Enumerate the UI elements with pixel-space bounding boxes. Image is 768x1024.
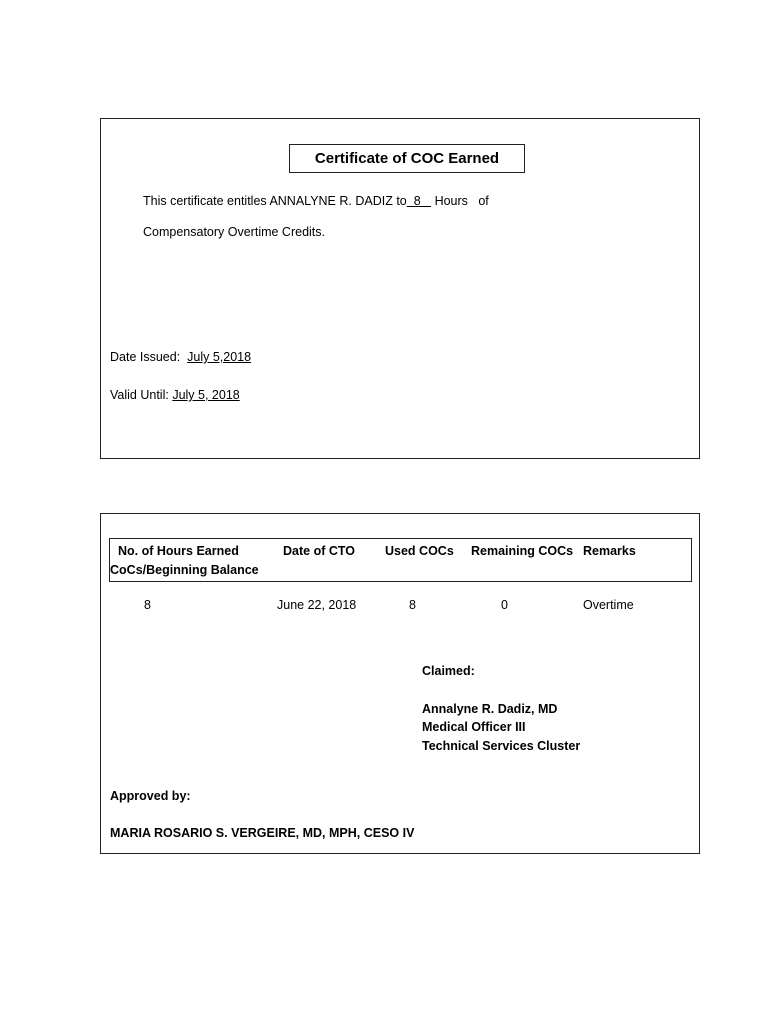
claimant-unit: Technical Services Cluster bbox=[422, 739, 581, 753]
header-beginning-balance: CoCs/Beginning Balance bbox=[110, 563, 259, 577]
hours-unit: Hours of bbox=[434, 194, 489, 208]
date-issued-label: Date Issued: bbox=[110, 350, 181, 364]
header-remaining-cocs: Remaining COCs bbox=[471, 544, 574, 558]
approver-name: MARIA ROSARIO S. VERGEIRE, MD, MPH, CESO IV bbox=[110, 826, 415, 840]
entitlement-line bbox=[143, 195, 489, 208]
coc-ledger-panel bbox=[100, 513, 700, 854]
certificate-title: Certificate of COC Earned bbox=[289, 144, 525, 173]
claimed-label: Claimed: bbox=[422, 664, 475, 678]
valid-until-value: July 5, 2018 bbox=[172, 388, 240, 402]
header-date-of-cto: Date of CTO bbox=[283, 544, 355, 558]
row-remarks: Overtime bbox=[583, 598, 634, 612]
certificate-panel bbox=[100, 118, 700, 459]
row-date-of-cto: June 22, 2018 bbox=[277, 598, 357, 612]
valid-until-label: Valid Until: bbox=[110, 388, 169, 402]
claimant-position: Medical Officer III bbox=[422, 720, 526, 734]
credits-line: Compensatory Overtime Credits. bbox=[143, 225, 326, 239]
row-hours-earned: 8 bbox=[144, 598, 151, 612]
valid-until-row bbox=[110, 389, 240, 402]
date-issued-row bbox=[110, 351, 251, 364]
header-hours-earned: No. of Hours Earned bbox=[118, 544, 239, 558]
approved-by-label: Approved by: bbox=[110, 789, 191, 803]
header-remarks: Remarks bbox=[583, 544, 636, 558]
entitlement-text: This certificate entitles ANNALYNE R. DADIZ to bbox=[143, 194, 407, 208]
claimant-name: Annalyne R. Dadiz, MD bbox=[422, 702, 558, 716]
row-remaining-cocs: 0 bbox=[501, 598, 508, 612]
hours-value: 8 bbox=[413, 194, 421, 208]
header-used-cocs: Used COCs bbox=[385, 544, 454, 558]
row-used-cocs: 8 bbox=[409, 598, 416, 612]
date-issued-value: July 5,2018 bbox=[187, 350, 252, 364]
